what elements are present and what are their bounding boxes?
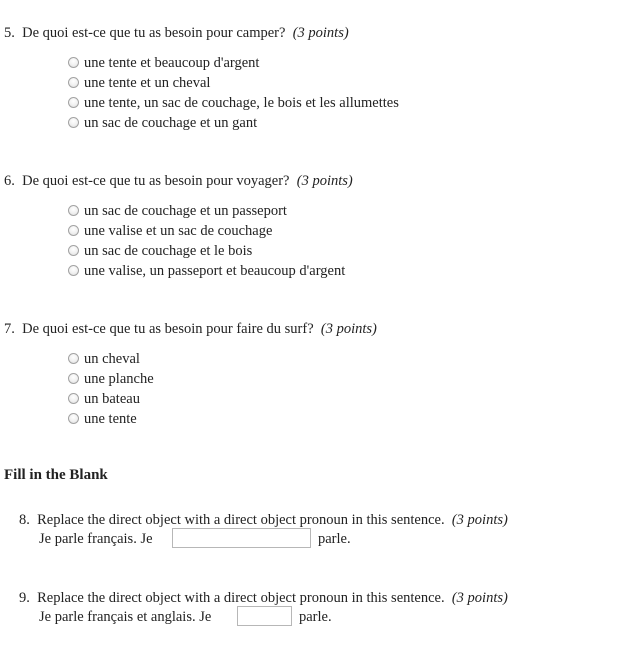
option-label[interactable]: une valise et un sac de couchage (84, 223, 273, 239)
option-label[interactable]: une planche (84, 371, 154, 387)
option-label[interactable]: un sac de couchage et un passeport (84, 203, 287, 219)
q9-sentence-after: parle. (299, 609, 332, 625)
question-number: 6. (4, 173, 15, 189)
option-label[interactable]: une tente et un cheval (84, 75, 211, 91)
q9-answer-input[interactable] (237, 606, 292, 626)
q8-answer-input[interactable] (172, 528, 311, 548)
option-label[interactable]: une tente et beaucoup d'argent (84, 55, 260, 71)
question-text: De quoi est-ce que tu as besoin pour voyager? (22, 173, 290, 189)
radio-button[interactable] (68, 77, 79, 88)
q8-sentence-before: Je parle français. Je (39, 531, 153, 547)
radio-button[interactable] (68, 245, 79, 256)
question-6 (4, 172, 353, 190)
radio-button[interactable] (68, 225, 79, 236)
section-title: Fill in the Blank (4, 467, 108, 483)
radio-button[interactable] (68, 413, 79, 424)
question-7 (4, 320, 377, 338)
radio-button[interactable] (68, 117, 79, 128)
radio-button[interactable] (68, 265, 79, 276)
question-text: Replace the direct object with a direct object pronoun in this sentence. (37, 590, 445, 606)
option-label[interactable]: une tente, un sac de couchage, le bois et les allumettes (84, 95, 399, 111)
q8-sentence-after: parle. (318, 531, 351, 547)
radio-button[interactable] (68, 57, 79, 68)
question-8 (19, 511, 508, 529)
question-5 (4, 24, 349, 42)
option-label[interactable]: un sac de couchage et un gant (84, 115, 258, 131)
radio-button[interactable] (68, 205, 79, 216)
question-points: (3 points) (451, 590, 508, 606)
question-number: 9. (19, 590, 30, 606)
radio-button[interactable] (68, 393, 79, 404)
question-number: 8. (19, 512, 30, 528)
option-label[interactable]: une valise, un passeport et beaucoup d'argent (84, 263, 346, 279)
question-points: (3 points) (320, 321, 377, 337)
question-points: (3 points) (292, 25, 349, 41)
question-text: De quoi est-ce que tu as besoin pour faire du surf? (22, 321, 314, 337)
q9-sentence-before: Je parle français et anglais. Je (39, 609, 212, 625)
option-label[interactable]: un cheval (84, 351, 140, 367)
option-label[interactable]: un sac de couchage et le bois (84, 243, 253, 259)
option-label[interactable]: une tente (84, 411, 137, 427)
radio-button[interactable] (68, 373, 79, 384)
radio-button[interactable] (68, 97, 79, 108)
question-points: (3 points) (451, 512, 508, 528)
question-number: 7. (4, 321, 15, 337)
question-text: De quoi est-ce que tu as besoin pour camper? (22, 25, 286, 41)
radio-button[interactable] (68, 353, 79, 364)
question-text: Replace the direct object with a direct object pronoun in this sentence. (37, 512, 445, 528)
question-points: (3 points) (296, 173, 353, 189)
option-label[interactable]: un bateau (84, 391, 140, 407)
question-9 (19, 589, 508, 607)
question-number: 5. (4, 25, 15, 41)
